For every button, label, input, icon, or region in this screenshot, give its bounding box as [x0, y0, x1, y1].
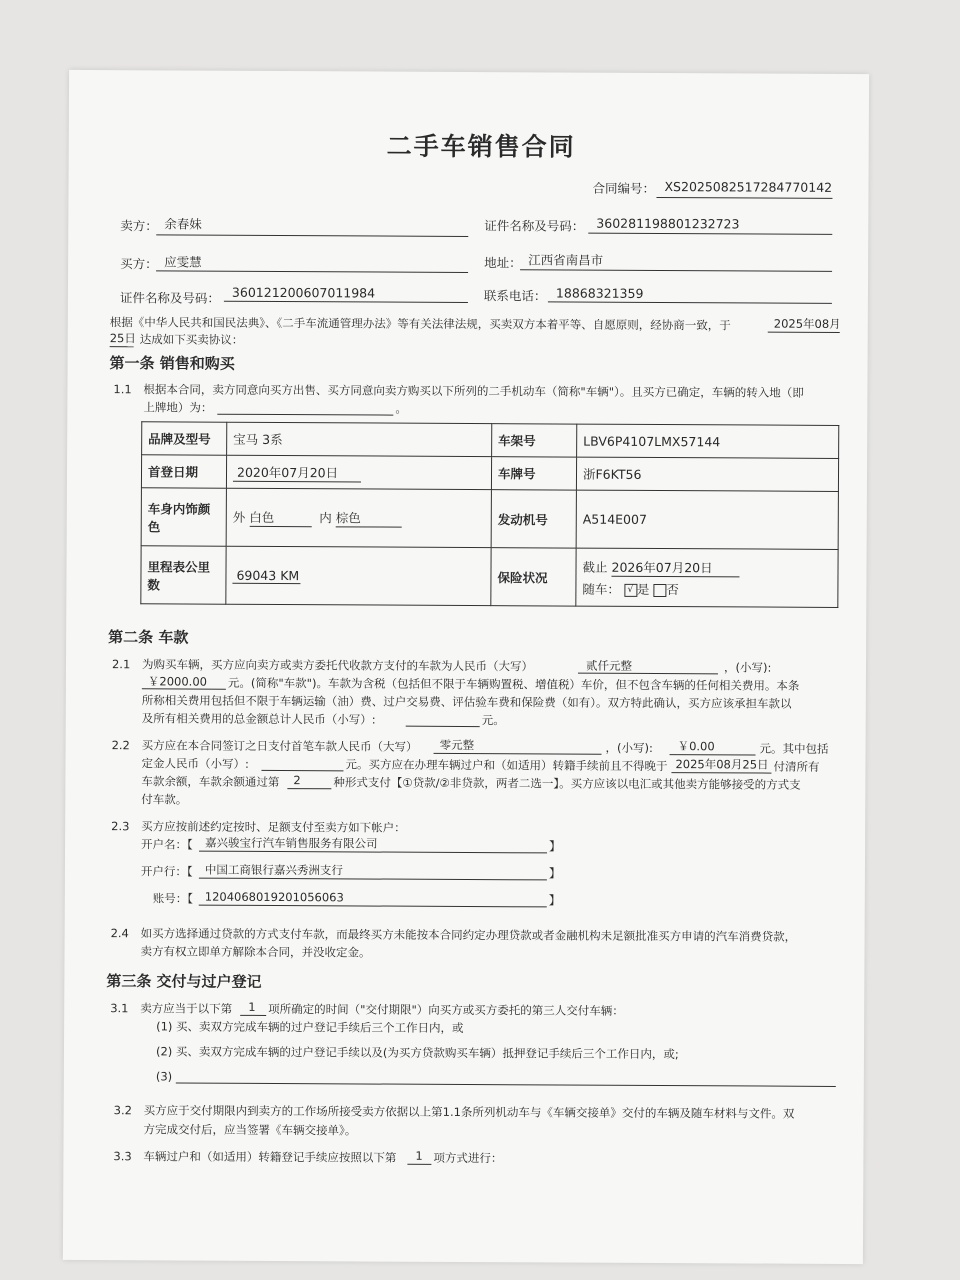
account-no-bracket: 】	[548, 893, 561, 908]
seller-id-value: 360281198801232723	[596, 215, 740, 232]
buyer-name: 应雯慧	[164, 254, 202, 270]
clause-1-1-end: 。	[395, 401, 407, 416]
clause-3-1-text-b: 项所确定的时间（"交付期限"）向买方或买方委托的第三人交付车辆：	[268, 1001, 624, 1018]
outer-color-prefix: 外	[232, 509, 246, 525]
reg-date-value: 2020年07月20日	[233, 462, 361, 482]
clause-2-2-text-b: ，(小写):	[605, 740, 653, 755]
clause-1-1-num: 1.1	[113, 382, 132, 397]
inner-color-prefix: 内	[319, 510, 332, 526]
engine-label: 发动机号	[491, 490, 576, 548]
clause-2-2-text-f: 付清所有	[773, 759, 820, 774]
vehicle-info-table	[140, 421, 839, 608]
section-1-heading: 第一条 销售和购买	[109, 354, 235, 373]
insurance-until-value: 2026年07月20日	[611, 557, 739, 577]
clause-2-3-text: 买方应按前述约定按时、足额支付至卖方如下帐户：	[141, 819, 406, 835]
clause-2-2-text-d: 定金人民币（小写）:	[141, 756, 249, 771]
clause-3-3-text: 车辆过户和（如适用）转籍登记手续应按照以下第	[143, 1149, 397, 1165]
clause-2-4-text-2: 卖方有权立即单方解除本合同，并没收定金。	[140, 944, 371, 960]
mileage-value: 69043 KM	[232, 567, 300, 583]
clause-2-4-num: 2.4	[110, 926, 129, 941]
clause-2-4-text: 如买方选择通过贷款的方式支付车款，而最终买方未能按本合同约定办理贷款或者金融机构未足额批准买方申请的汽车消费贷款，	[140, 926, 797, 944]
insurance-label: 保险状况	[491, 548, 576, 606]
clause-3-1-text: 卖方应当于以下第	[140, 1001, 233, 1016]
document-title: 二手车销售合同	[386, 131, 576, 162]
intro-text-2: 达成如下买卖协议：	[139, 332, 244, 347]
price-lower: ￥2000.00	[147, 674, 208, 689]
clause-3-2-text-2: 方完成交付后，应当签署《车辆交接单》。	[143, 1122, 357, 1138]
reg-date-cell	[226, 455, 491, 489]
clause-3-1-num: 3.1	[110, 1001, 129, 1016]
buyer-id-label: 证件名称及号码：	[119, 290, 220, 306]
seller-name: 余春妹	[164, 216, 202, 232]
account-name-label: 开户名：【	[141, 837, 193, 852]
color-cell	[226, 488, 491, 547]
clause-3-3-num: 3.3	[113, 1149, 132, 1164]
clause-2-1-text-b: ，(小写):	[723, 660, 772, 675]
clause-2-2-text: 买方应在本合同签订之日支付首笔车款人民币（大写）	[141, 738, 418, 754]
insurance-follow-prefix: 随车：	[582, 581, 620, 597]
brand-label: 品牌及型号	[142, 422, 227, 455]
account-no-label: 账号：【	[152, 891, 194, 906]
insurance-until-row	[582, 557, 831, 577]
clause-2-1-text-c: 元。(简称"车款")。车款为含税（包括但不限于车辆购置税、增值税）车价，但不包含车辆的任何相关费用。本条	[227, 675, 800, 693]
insurance-follow-row	[582, 579, 831, 598]
first-payment-upper: 零元整	[439, 737, 475, 753]
account-name-value: 嘉兴骏宝行汽车销售服务有限公司	[205, 835, 378, 851]
first-payment-lower: ￥0.00	[677, 739, 715, 754]
clause-2-2-text-i: 付车款。	[141, 792, 188, 807]
brand-value: 宝马 3系	[227, 422, 492, 456]
section-2-heading: 第二条 车款	[108, 628, 189, 647]
plate-label: 车牌号	[491, 457, 576, 490]
intro-date-day: 25日	[109, 331, 136, 346]
buyer-id-value: 360121200607011984	[231, 284, 376, 301]
account-bank-bracket: 】	[548, 866, 561, 881]
buyer-phone-value: 18868321359	[555, 285, 644, 301]
insurance-until-prefix: 截止	[582, 559, 608, 575]
clause-1-1-text-2: 上牌地）为：	[143, 400, 213, 415]
section-3-heading: 第三条 交付与过户登记	[106, 972, 262, 991]
clause-2-1-text-e: 及所有相关费用的总金额总计人民币（小写）:	[141, 711, 376, 727]
vin-value: LBV6P4107LMX57144	[577, 424, 839, 458]
clause-3-3-text-b: 项方式进行：	[433, 1150, 503, 1166]
buyer-address-value: 江西省南昌市	[528, 252, 604, 268]
intro-text: 根据《中华人民共和国民法典》、《二手车流通管理办法》等有关法律法规，买卖双方本着平等、自愿原则，经协商一致，于	[109, 315, 731, 333]
clause-2-2-text-g: 车款余额，车款余额通过第	[141, 774, 280, 790]
buyer-address-label: 地址：	[484, 255, 522, 271]
delivery-option-1: (1) 买、卖双方完成车辆的过户登记手续后三个工作日内，或	[156, 1019, 464, 1035]
clause-3-2-text: 买方应于交付期限内到卖方的工作场所接受卖方依据以上第1.1条所列机动车与《车辆交接单》交付的车辆及随车材料与文件。双	[143, 1103, 795, 1121]
outer-color-value: 白色	[249, 508, 311, 527]
contract-no-value: XS2025082517284770142	[664, 179, 833, 195]
no-label: 否	[666, 581, 679, 597]
clause-2-3-num: 2.3	[111, 819, 130, 834]
payment-method: 2	[293, 773, 301, 788]
account-no-value: 1204068019201056063	[204, 889, 344, 905]
reg-date-label: 首登日期	[141, 455, 226, 488]
intro-date-month: 2025年08月	[773, 316, 841, 331]
clause-2-1-text: 为购买车辆，买方应向卖方或卖方委托代收款方支付的车款为人民币（大写）	[141, 657, 534, 674]
vin-label: 车架号	[492, 424, 577, 457]
seller-label: 卖方：	[120, 218, 158, 234]
delivery-option-3: (3)	[155, 1069, 173, 1084]
clause-2-1-end: 元。	[481, 713, 505, 728]
plate-value: 浙F6KT56	[576, 457, 838, 491]
yes-checkbox[interactable]: √	[624, 583, 637, 596]
clause-2-2-num: 2.2	[111, 738, 130, 753]
clause-2-1-text-d: 所称相关费用包括但不限于车辆运输（油）费、过户交易费、评估验车费和保险费（如有）。双方特此确认，买方应该承担车款以	[141, 693, 792, 711]
no-checkbox[interactable]	[653, 583, 666, 596]
clause-2-1-num: 2.1	[111, 657, 131, 672]
clause-2-2-text-e: 元。买方应在办理车辆过户和（如适用）转籍手续前且不得晚于	[345, 757, 668, 774]
buyer-label: 买方：	[120, 256, 158, 272]
clause-3-2-num: 3.2	[113, 1103, 133, 1118]
balance-due-date: 2025年08月25日	[675, 757, 769, 772]
transfer-option: 1	[415, 1148, 423, 1163]
contract-no-label: 合同编号：	[592, 180, 656, 196]
clause-2-2-text-c: 元。其中包括	[759, 741, 829, 756]
account-bank-label: 开户行：【	[140, 864, 193, 879]
yes-label: 是	[636, 581, 650, 597]
contract-page	[63, 70, 869, 1264]
inner-color-value: 棕色	[336, 508, 402, 527]
insurance-cell	[576, 548, 838, 607]
account-bank-value: 中国工商银行嘉兴秀洲支行	[204, 862, 343, 878]
mileage-cell	[226, 546, 491, 605]
engine-value: A514E007	[576, 490, 838, 549]
bleed-through-text	[109, 110, 429, 126]
delivery-option-2: (2) 买、卖双方完成车辆的过户登记手续以及(为买方贷款购买车辆）抵押登记手续后三个工作日内，或;	[155, 1044, 679, 1062]
price-upper: 贰仟元整	[585, 658, 633, 673]
buyer-phone-label: 联系电话：	[483, 288, 547, 304]
clause-1-1-text: 根据本合同，卖方同意向买方出售、买方同意向卖方购买以下所列的二手机动车（简称"车辆"）。且买方已确定，车辆的转入地（即	[143, 382, 804, 400]
delivery-option: 1	[248, 999, 256, 1014]
color-label: 车身内饰颜色	[141, 488, 226, 546]
seller-id-label: 证件名称及号码：	[484, 218, 585, 234]
mileage-label: 里程表公里数	[141, 546, 226, 604]
account-name-bracket: 】	[549, 839, 562, 854]
clause-2-2-text-h: 种形式支付【①贷款/②非贷款，两者二选一】。买方应该以电汇或其他卖方能够接受的方式支	[333, 775, 801, 792]
